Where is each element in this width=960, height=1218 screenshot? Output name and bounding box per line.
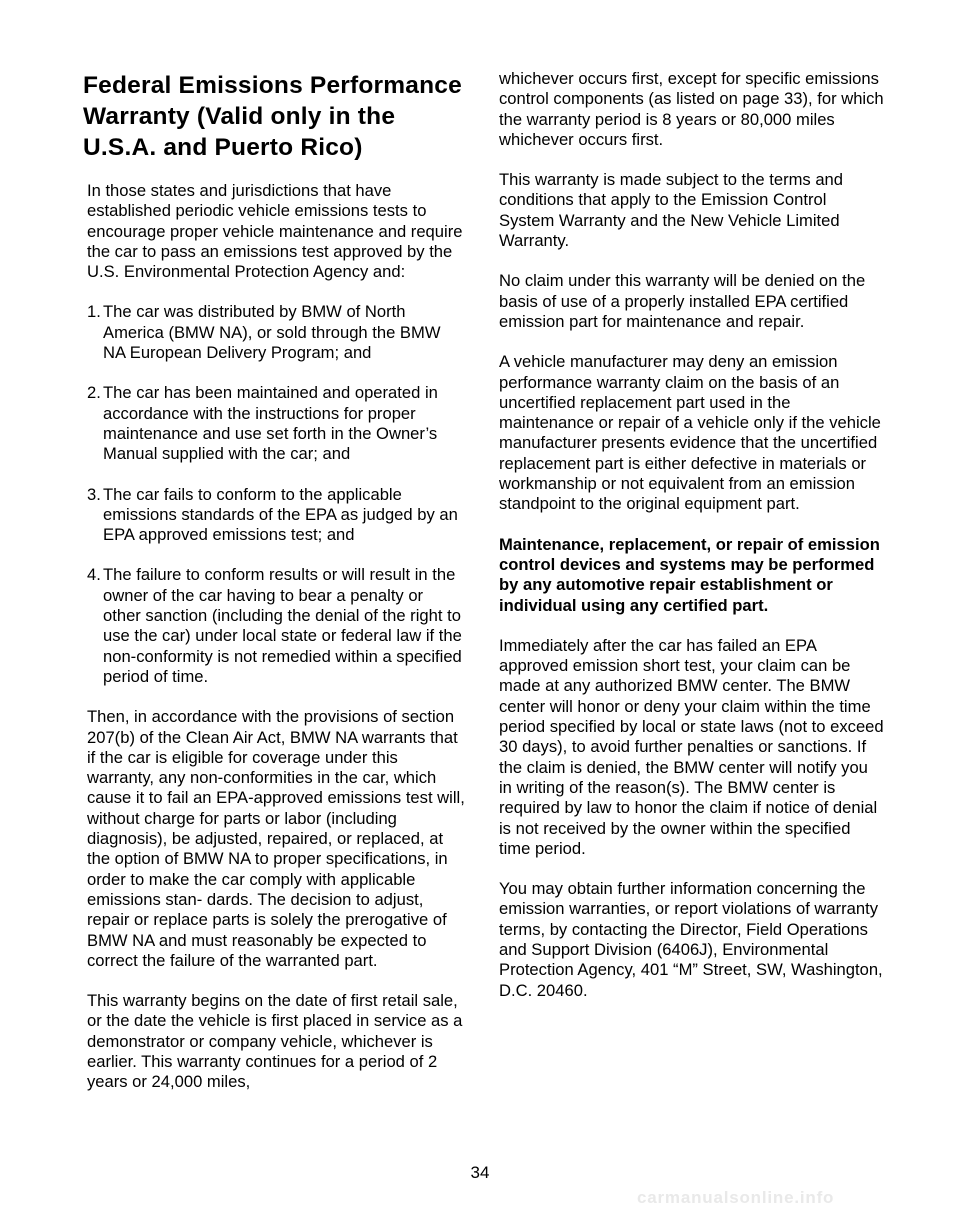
list-item-text: The car fails to conform to the applicable emissions standards of the EPA as judged by an EPA approved emissions test; and bbox=[103, 484, 458, 545]
terms-paragraph: This warranty is made subject to the terms and conditions that apply to the Emission Control System Warranty and the New Vehicle Limited Warranty. bbox=[499, 170, 844, 251]
warranty-begins-paragraph: This warranty begins on the date of first retail sale, or the date the vehicle is first placed in service as a demonstrator or company vehicle, whichever is earlier. This warranty continues for a period of 2 years or 24,000 miles, bbox=[87, 991, 463, 1092]
claim-procedure-paragraph: Immediately after the car has failed an EPA approved emission short test, your claim can be made at any authorized BMW center. The BMW center will honor or deny your claim within the time period specified by local or state laws (not to exceed 30 days), to avoid further penalties or sanctions. If the claim is denied, the BMW center will notify you in writing of the reason(s). The BMW center is required by law to honor the claim if notice of denial is not received by the owner within the specified time period. bbox=[499, 635, 884, 858]
list-item bbox=[87, 485, 465, 546]
left-column bbox=[87, 181, 465, 1113]
maintenance-notice: Maintenance, replacement, or repair of emission control devices and systems may be performed by any automotive repair establishment or individual using any certified part. bbox=[499, 534, 880, 615]
warranty-provisions-paragraph: Then, in accordance with the provisions of section 207(b) of the Clean Air Act, BMW NA warrants that if the car is eligible for coverage under this warranty, any non-conformities in the car, which cause it to fail an EPA-approved emissions test will, without charge for parts or labor (including diagnosis), be adjusted, repaired, or replaced, at the option of BMW NA to proper specifications, in order to make the car comply with applicable emissions stan- dards. The decision to adjust, repair or replace parts is solely the prerogative of BMW NA and must reasonably be expected to correct the failure of the warranted part. bbox=[87, 707, 465, 970]
deny-claim-paragraph: A vehicle manufacturer may deny an emission performance warranty claim on the basis of an uncertified replacement part used in the maintenance or repair of a vehicle only if the vehicle manufacturer presents evidence that the uncertified replacement part is either defective in materials or workmanship or not equivalent from an emission standpoint to the original equipment part. bbox=[499, 352, 881, 514]
list-item-number: 4. bbox=[87, 565, 101, 585]
intro-paragraph: In those states and jurisdictions that have established periodic vehicle emissions tests to encourage proper vehicle maintenance and require the car to pass an emissions test approved by the U.S. Environmental Protection Agency and: bbox=[87, 181, 463, 282]
list-item-number: 3. bbox=[87, 484, 101, 504]
contact-info-paragraph: You may obtain further information concerning the emission warranties, or report violations of warranty terms, by contacting the Director, Field Operations and Support Division (6406J), Environmental Protection Agency, 401 “M” Street, SW, Washington, D.C. 20460. bbox=[499, 879, 883, 1000]
page-title: Federal Emissions Performance Warranty (Valid only in the U.S.A. and Puerto Rico) bbox=[83, 72, 462, 161]
conditions-list bbox=[87, 302, 465, 687]
list-item-text: The failure to conform results or will result in the owner of the car having to bear a penalty or other sanction (including the denial of the right to use the car) under local state or federal law if the non-conformity is not remedied within a specified period of time. bbox=[103, 565, 462, 686]
right-column bbox=[499, 69, 884, 1021]
list-item bbox=[87, 383, 465, 464]
warranty-period-paragraph: whichever occurs first, except for specific emissions control components (as listed on page 33), for which the warranty period is 8 years or 80,000 miles whichever occurs first. bbox=[499, 69, 884, 149]
watermark: carmanualsonline.info bbox=[637, 1188, 835, 1207]
no-claim-paragraph: No claim under this warranty will be denied on the basis of use of a properly installed EPA certified emission part for maintenance and repair. bbox=[499, 271, 866, 331]
list-item-number: 1. bbox=[87, 302, 101, 322]
list-item-text: The car has been maintained and operated in accordance with the instructions for proper maintenance and use set forth in the Owner’s Manual supplied with the car; and bbox=[103, 383, 438, 464]
list-item bbox=[87, 302, 465, 363]
list-item-text: The car was distributed by BMW of North America (BMW NA), or sold through the BMW NA European Delivery Program; and bbox=[103, 302, 441, 363]
page-number: 34 bbox=[470, 1163, 490, 1182]
list-item-number: 2. bbox=[87, 383, 101, 403]
list-item bbox=[87, 565, 465, 687]
